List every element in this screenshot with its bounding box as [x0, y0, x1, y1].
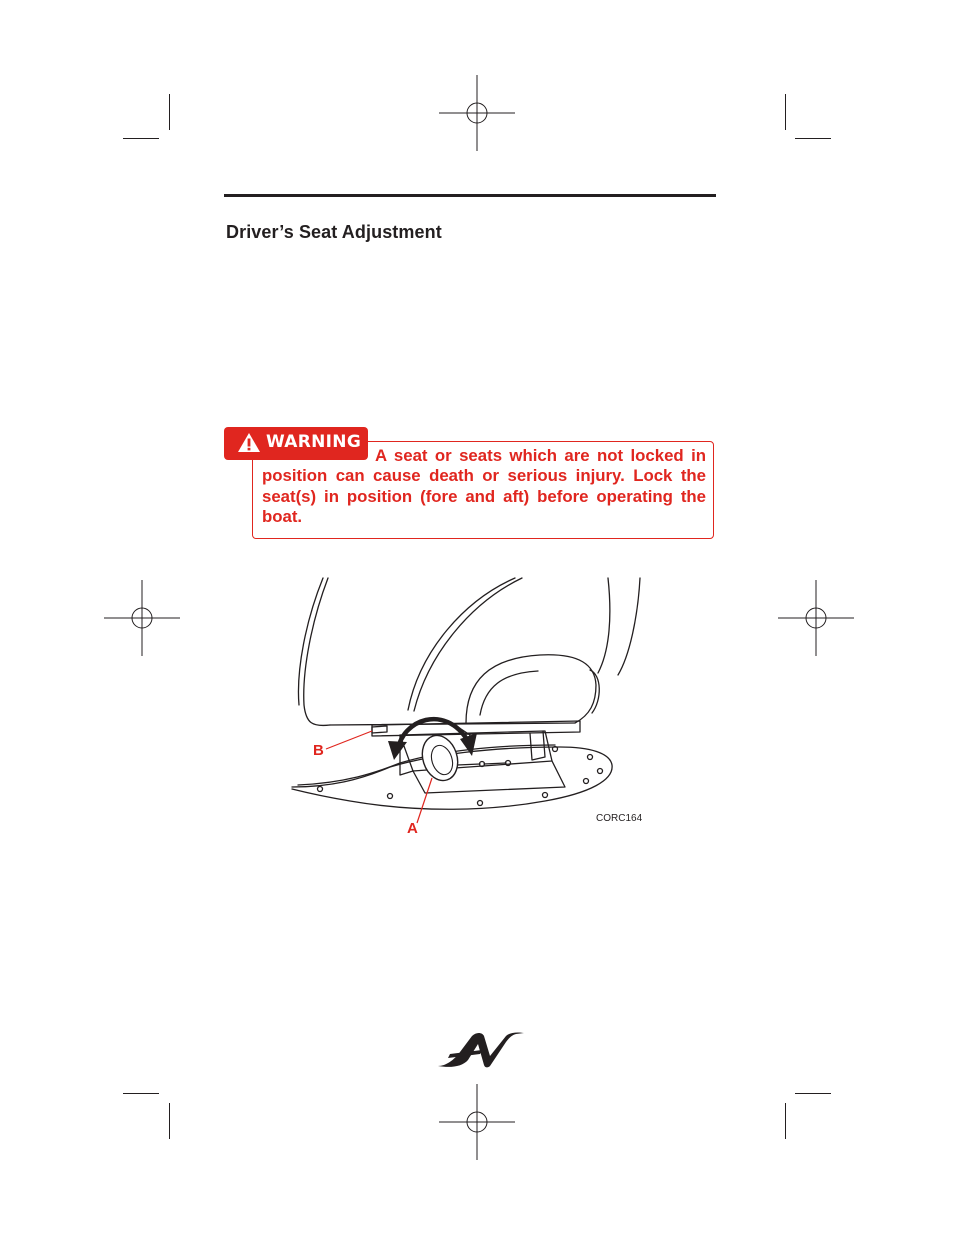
warning-badge-label: WARNING — [266, 432, 362, 452]
header-rule — [224, 194, 716, 197]
seat-adjustment-illustration — [290, 575, 650, 845]
crop-mark — [123, 138, 159, 139]
crop-mark — [169, 94, 170, 130]
crop-mark — [169, 1103, 170, 1139]
crop-mark — [795, 138, 831, 139]
figure-code: CORC164 — [596, 813, 643, 824]
warning-text: A seat or seats which are not locked in position can cause death or serious injury. Lock the seat(s) in position (fore and aft) before operating the boat. — [262, 446, 706, 526]
crop-mark — [785, 94, 786, 130]
registration-mark-icon — [439, 1084, 515, 1160]
registration-mark-icon — [778, 580, 854, 656]
figure-label-b: B — [313, 742, 324, 759]
warning-triangle-icon — [237, 432, 261, 453]
crop-mark — [795, 1093, 831, 1094]
crop-mark — [123, 1093, 159, 1094]
brand-logo-icon — [436, 1030, 526, 1070]
registration-mark-icon — [439, 75, 515, 151]
registration-mark-icon — [104, 580, 180, 656]
figure-label-a: A — [407, 820, 418, 837]
section-title: Driver’s Seat Adjustment — [226, 222, 442, 242]
crop-mark — [785, 1103, 786, 1139]
